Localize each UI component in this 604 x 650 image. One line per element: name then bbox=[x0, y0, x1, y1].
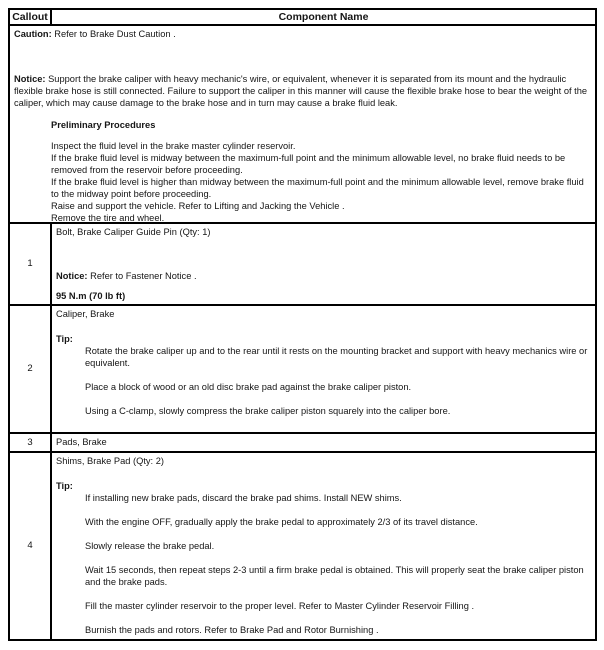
table-row bbox=[10, 306, 595, 434]
fastener-notice-paragraph bbox=[56, 270, 591, 282]
tip-item: Fill the master cylinder reservoir to the proper level. Refer to Master Cylinder Reservoir Filling . bbox=[85, 601, 475, 611]
procedure-line: Remove the tire and wheel. bbox=[51, 213, 165, 222]
table-header-row bbox=[10, 10, 595, 26]
tip-item: With the engine OFF, gradually apply the brake pedal to approximately 2/3 of its travel distance. bbox=[85, 517, 478, 527]
tip-list bbox=[56, 492, 591, 636]
tip-item: Wait 15 seconds, then repeat steps 2-3 until a firm brake pedal is obtained. This will properly seat the brake caliper piston and the brake pads. bbox=[85, 565, 584, 587]
table-row bbox=[10, 453, 595, 639]
component-header-label: Component Name bbox=[278, 11, 369, 23]
component-title: Caliper, Brake bbox=[56, 309, 115, 319]
procedure-line: If the brake fluid level is midway between the maximum-full point and the minimum allowable level, no brake fluid needs to be removed from the reservoir before proceeding. bbox=[51, 153, 566, 175]
notice-label: Notice: bbox=[56, 271, 88, 281]
table-row bbox=[10, 434, 595, 453]
component-cell bbox=[52, 306, 595, 432]
procedure-line: Inspect the fluid level in the brake master cylinder reservoir. bbox=[51, 141, 296, 151]
component-callout-table bbox=[8, 8, 597, 641]
component-column-header bbox=[52, 10, 595, 24]
torque-spec: 95 N.m (70 lb ft) bbox=[56, 291, 126, 301]
tip-item: Place a block of wood or an old disc brake pad against the brake caliper piston. bbox=[85, 382, 412, 392]
table-row bbox=[10, 224, 595, 306]
row-callout bbox=[10, 306, 52, 432]
tip-label: Tip: bbox=[56, 334, 73, 344]
component-cell bbox=[52, 453, 595, 639]
intro-cell bbox=[10, 26, 595, 222]
procedure-line: If the brake fluid level is higher than midway between the maximum-full point and the minimum allowable level, remove brake fluid to the midway point before proceeding. bbox=[51, 177, 584, 199]
row-callout bbox=[10, 224, 52, 304]
preliminary-procedures-list bbox=[51, 140, 591, 222]
notice-label: Notice: bbox=[14, 74, 46, 84]
callout-number: 3 bbox=[27, 436, 33, 448]
notice-text: Refer to Fastener Notice . bbox=[87, 271, 197, 281]
row-callout bbox=[10, 453, 52, 639]
callout-header-label: Callout bbox=[12, 11, 48, 23]
tip-item: Slowly release the brake pedal. bbox=[85, 541, 215, 551]
tip-item: Using a C-clamp, slowly compress the brake caliper piston squarely into the caliper bore. bbox=[85, 406, 451, 416]
component-title: Pads, Brake bbox=[56, 437, 107, 447]
notice-text: Support the brake caliper with heavy mechanic's wire, or equivalent, whenever it is separated from its mount and the hydraulic flexible brake hose is still connected. Failure to support the caliper in this manner will cause the flexible brake hose to bear the weight of the caliper, which may cause damage to the brake hose and in turn may cause a brake fluid leak. bbox=[14, 74, 588, 108]
callout-number: 1 bbox=[27, 258, 33, 269]
row-callout bbox=[10, 434, 52, 451]
callout-column-header bbox=[10, 10, 52, 24]
intro-row bbox=[10, 26, 595, 224]
caution-text: Refer to Brake Dust Caution . bbox=[51, 29, 176, 39]
component-cell bbox=[52, 224, 595, 304]
caution-paragraph bbox=[14, 28, 591, 40]
tip-item: Burnish the pads and rotors. Refer to Brake Pad and Rotor Burnishing . bbox=[85, 625, 379, 635]
notice-paragraph bbox=[14, 73, 591, 109]
tip-list bbox=[56, 345, 591, 417]
tip-item: Rotate the brake caliper up and to the rear until it rests on the mounting bracket and support with heavy mechanics wire or equivalent. bbox=[85, 346, 588, 368]
preliminary-procedures-title: Preliminary Procedures bbox=[51, 120, 156, 130]
component-title: Shims, Brake Pad (Qty: 2) bbox=[56, 456, 164, 466]
tip-item: If installing new brake pads, discard the brake pad shims. Install NEW shims. bbox=[85, 493, 402, 503]
procedure-line: Raise and support the vehicle. Refer to Lifting and Jacking the Vehicle . bbox=[51, 201, 345, 211]
tip-label: Tip: bbox=[56, 481, 73, 491]
callout-number: 4 bbox=[27, 540, 33, 551]
caution-label: Caution: bbox=[14, 29, 52, 39]
component-cell bbox=[52, 434, 595, 451]
component-title: Bolt, Brake Caliper Guide Pin (Qty: 1) bbox=[56, 227, 211, 237]
callout-number: 2 bbox=[27, 363, 33, 374]
